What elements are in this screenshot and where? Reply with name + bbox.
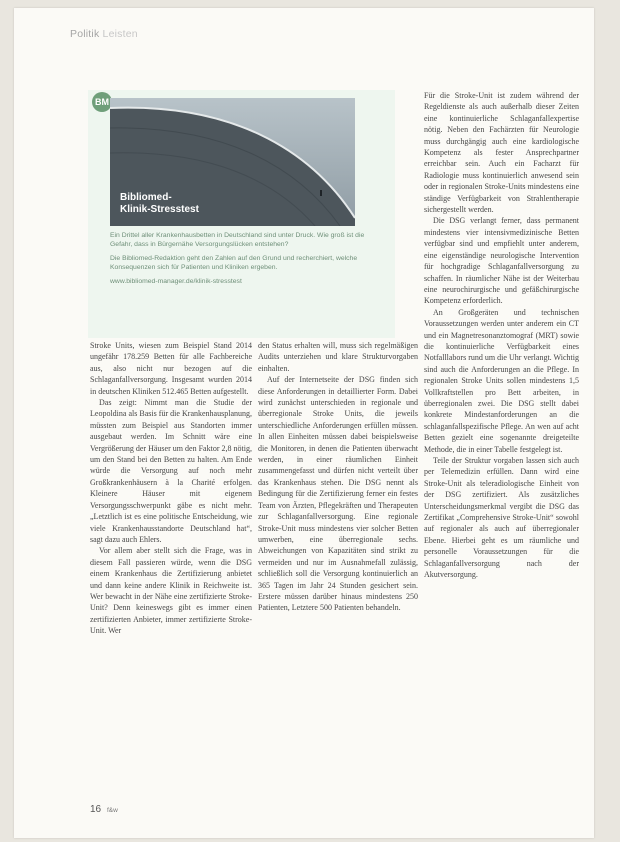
hero-image: [110, 98, 355, 226]
section-label: Politik: [70, 28, 100, 40]
article-column-3: [424, 90, 579, 580]
paragraph: Für die Stroke-Unit ist zudem während der Regeldienste als auch außerhalb dieser Zeiten eine kontinuierliche Schlaganfallexpertise nötig. Neben den Fachärzten für Neurologie muss durchgängig auch eine kardiologische Kompetenz als fester Ansprechpartner erreichbar sein. Auch ein Facharzt für Radiologie muss kontinuierlich anwesend sein oder in regionalen Stroke-Units mindestens eine ständige Verfügbarkeit von Strahlentherapie sichergestellt werden.: [424, 91, 579, 215]
page-number: 16: [90, 804, 102, 815]
sidebar-paragraph: Ein Drittel aller Krankenhausbetten in Deutschland sind unter Druck. Wie groß ist die Gefahr, dass in Bürgernähe Versorgungslücken entstehen?: [110, 232, 365, 248]
paragraph: An Großgeräten und technischen Voraussetzungen werden unter anderem ein CT und ein Magnetresonanztomograf (MRT) sowie die kontinuierliche Verfügbarkeit eines Notfalllabors rund um die Uhr verlangt. Wichtig sind auch die Anforderungen an die Pflege. In regionalen Stroke Units sollen mindestens 1,5 Vollkraftstellen pro Bett arbeiten, in überregionalen zwei. Die DSG stellt dabei konkrete Mindestanforderungen an die schlaganfallspezifische Pflege. An wen auf acht Betten gezielt eine sogenannte dreigeteilte Methode, die in einer Tabelle festgelegt ist.: [424, 307, 579, 454]
brand-logo: BM: [92, 92, 112, 112]
paragraph: Vor allem aber stellt sich die Frage, was in diesem Fall passieren würde, wenn die DSG einem Krankenhaus die Zertifizierung anbietet und dann keine andere Klinik in Reichweite ist. Wer bewacht in der Nähe eine zertifizierte Stroke-Unit? Denn keineswegs gibt es immer einen zertifizierten Anbieter, immer zertifizierte Stroke-Unit. Wer: [90, 546, 252, 636]
sidebar-title-line1: Bibliomed-: [120, 192, 172, 203]
paragraph: Teile der Struktur vorgaben lassen sich auch per Telemedizin erfüllen. Dann wird eine Stroke-Unit als teleradiologische Einheit von der DSG zertifiziert. Als zusätzliches Unterscheidungsmerkmal vergibt die DSG das Zertifikat „Comprehensive Stroke-Unit“ sowohl auf regionaler als auch auf überregionaler Ebene. Hierbei geht es um räumliche und personelle Voraussetzungen für die Schlaganfallversorgung nach der Akutversorgung.: [424, 456, 579, 580]
paragraph: Das zeigt: Nimmt man die Studie der Leopoldina als Basis für die Krankenhausplanung, müssten zum Beispiel aus Standorten immer ausgebaut werden. Im Schnitt wäre eine Vergrößerung der Häuser um den Faktor 2,8 nötig, um den Stand bei den Betten zu halten. Am Ende würde die Versorgung auf noch mehr Großkrankenhäusern à la Charité erfolgen. Kleinere Häuser mit eigenem Versorgungsschwerpunkt gäbe es nicht mehr. „Letztlich ist es eine politische Entscheidung, wie viele Krankenhausstandorte Deutschland hat“, sagt dazu auch Ehlers.: [90, 398, 252, 544]
sidebar-paragraph: Die Bibliomed-Redaktion geht den Zahlen auf den Grund und recherchiert, welche Konsequenzen sich für Patienten und Kliniken ergeben.: [110, 255, 358, 271]
article-column-1: [90, 340, 252, 637]
sidebar-title-line2: Klinik-Stresstest: [120, 204, 199, 215]
paragraph: den Status erhalten will, muss sich regelmäßigen Audits unterziehen und klare Strukturvorgaben einhalten.: [258, 341, 418, 373]
subsection-label: Leisten: [102, 28, 138, 40]
article-column-2: [258, 340, 418, 614]
page-footer: [90, 804, 118, 815]
paragraph: Die DSG verlangt ferner, dass permanent mindestens vier intensivmedizinische Betten verfügbar sind und empfiehlt unter anderem, eine eigenständige neurologische Intervention für hochgradige Schlaganfallversorgung zu schaffen. In räumlicher Nähe ist der Weiterbau eine neurochirurgische und gefäßchirurgische Kompetenz erforderlich.: [424, 216, 579, 306]
sidebar-box: [88, 90, 395, 338]
section-header: [70, 28, 138, 40]
sidebar-body: [110, 232, 375, 293]
sidebar-title: [120, 192, 199, 216]
paragraph: Stroke Units, wiesen zum Beispiel Stand 2014 ungefähr 178.259 Betten für alle Fachbereiche aus, also nicht nur bezogen auf die Schlaganfallversorgung. Insgesamt wurden 2014 in deutschen Kliniken 512.465 Betten aufgestellt.: [90, 341, 252, 396]
sidebar-link[interactable]: www.bibliomed-manager.de/klinik-stresstest: [110, 278, 242, 286]
paragraph: Auf der Internetseite der DSG finden sich diese Anforderungen in detaillierter Form. Dabei wird zunächst unterschieden in regionale und überregionale Stroke Units, die jeweils unterschiedliche Anforderungen erfüllen müssen. In allen Einheiten müssen dabei beispielsweise die Monitoren, in denen die Patienten überwacht werden, in einer räumlichen Einheit zusammengefasst und dürfen nicht verteilt über das Krankenhaus stehen. Die DSG nennt als Bedingung für die Zertifizierung ferner ein festes Team von Ärzten, Pflegekräften und Therapeuten zur Schlaganfallversorgung. Eine regionale Stroke-Unit muss mindestens vier solcher Betten umwerben, eine überregionale sechs. Abweichungen von Kapazitäten sind strikt zu vermeiden und nur im Ausnahmefall zulässig, schließlich soll die Versorgung kontinuierlich an 365 Tagen im Jahr 24 Stunden gesichert sein. Erstere müssen darüber hinaus mindestens 250 Patienten, Letztere 500 Patienten behandeln.: [258, 375, 418, 613]
magazine-label: f&w: [106, 807, 118, 814]
